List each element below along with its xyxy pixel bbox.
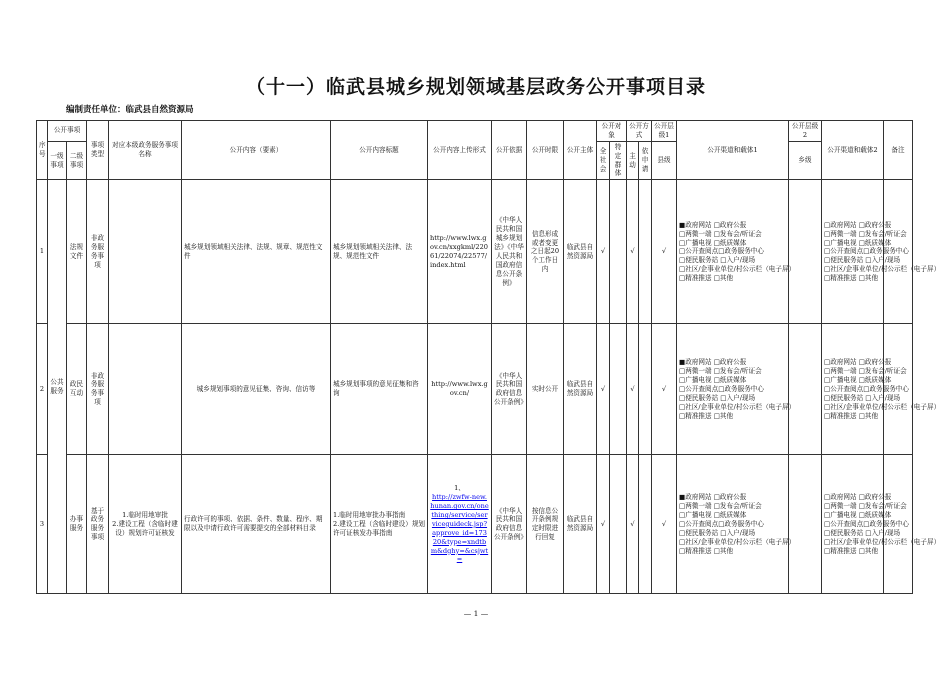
cell-channel2: □政府网站 □政府公报 □两微一端 □发布会/听证会 □广播电视 □纸质媒体 □公开查阅点□政务服务中心 □便民服务站 □入户/现场 □社区/企事业单位/村公示栏（电子屏） □精准推送 □其他 [822, 455, 884, 594]
col-seq: 序号 [37, 121, 48, 180]
col-lvl1: 一级事项 [48, 141, 67, 180]
cell-active: √ [627, 324, 639, 455]
col-object: 公开对象 [597, 121, 627, 142]
cell-channel2: □政府网站 □政府公报 □两微一端 □发布会/听证会 □广播电视 □纸质媒体 □公开查阅点□政务服务中心 □便民服务站 □入户/现场 □社区/企事业单位/村公示栏（电子屏） □精准推送 □其他 [822, 180, 884, 324]
cell-type: 非政务服务事项 [87, 324, 109, 455]
cell-channel1: ■政府网站 □政府公报 □两微一端 □发布会/听证会 □广播电视 □纸质媒体 □公开查阅点□政务服务中心 □便民服务站 □入户/现场 □社区/企事业单位/村公示栏（电子屏） □精准推送 □其他 [677, 455, 789, 594]
cell-content-title: 城乡规划领域相关法律、法规、规范性文件 [331, 180, 428, 324]
cell-specific [610, 324, 627, 455]
col-all: 全社会 [597, 141, 610, 180]
page-number: — 1 — [463, 609, 489, 618]
cell-basis: 《中华人民共和国政府信息公开条例》 [492, 324, 527, 455]
cell-county: √ [652, 324, 677, 455]
col-town: 乡级 [789, 141, 822, 180]
responsible-unit: 编制责任单位：临武县自然资源局 [66, 105, 194, 115]
cell-service [109, 180, 182, 324]
cell-specific [610, 455, 627, 594]
cell-seq: 1 [37, 180, 48, 324]
col-lvl2: 二级事项 [67, 141, 87, 180]
col-remark: 备注 [884, 121, 913, 180]
col-way: 公开方式 [627, 121, 652, 142]
cell-lvl2: 办事服务 [67, 455, 87, 594]
col-item: 公开事项 [48, 121, 87, 142]
cell-time: 实时公开 [527, 324, 564, 455]
page-title: （十一）临武县城乡规划领域基层政务公开事项目录 [245, 76, 706, 98]
cell-channel2: □政府网站 □政府公报 □两微一端 □发布会/听证会 □广播电视 □纸质媒体 □公开查阅点□政务服务中心 □便民服务站 □入户/现场 □社区/企事业单位/村公示栏（电子屏） □精准推送 □其他 [822, 324, 884, 455]
col-content: 公开内容（要素） [182, 121, 331, 180]
cell-basis: 《中华人民共和国政府信息公开条例》 [492, 455, 527, 594]
cell-town [789, 324, 822, 455]
col-channel1: 公开渠道和载体1 [677, 121, 789, 180]
cell-lvl2: 政民互动 [67, 324, 87, 455]
cell-town [789, 455, 822, 594]
col-active: 主动 [627, 141, 639, 180]
disclosure-table [36, 120, 941, 594]
cell-all: √ [597, 180, 610, 324]
col-time: 公开时限 [527, 121, 564, 180]
table-row [37, 455, 913, 594]
col-specific: 特定群体 [610, 141, 627, 180]
col-content-title: 公开内容标题 [331, 121, 428, 180]
cell-group: 公共服务 [48, 180, 67, 594]
cell-content: 行政许可的事项、依据、条件、数量、程序、期限以及申请行政许可需要提交的全部材料目录 [182, 455, 331, 594]
cell-upload: http://www.lwx.gov.cn/ [428, 324, 492, 455]
cell-type: 非政务服务事项 [87, 180, 109, 324]
cell-apply [639, 180, 652, 324]
col-level1: 公开层级1 [652, 121, 677, 142]
col-level2: 公开层级2 [789, 121, 822, 142]
cell-channel1: ■政府网站 □政府公报 □两微一端 □发布会/听证会 □广播电视 □纸质媒体 □公开查阅点□政务服务中心 □便民服务站 □入户/现场 □社区/企事业单位/村公示栏（电子屏） □精准推送 □其他 [677, 324, 789, 455]
upload-number: 1、 [454, 484, 465, 493]
cell-content-title: 1.临时用地审批办事指南 2.建设工程（含临时建设）规划许可证核发办事指南 [331, 455, 428, 594]
table-row [37, 180, 913, 324]
cell-county: √ [652, 180, 677, 324]
cell-lvl2: 法规文件 [67, 180, 87, 324]
cell-service: 1.临时用地审批 2.建设工程（含临时建设）规划许可证核发 [109, 455, 182, 594]
cell-specific [610, 180, 627, 324]
cell-upload [428, 455, 492, 594]
cell-town [789, 180, 822, 324]
cell-subject: 临武县自然资源局 [564, 324, 597, 455]
col-apply: 依申请 [639, 141, 652, 180]
cell-basis: 《中华人民共和国城乡规划法》《中华人民共和国政府信息公开条例》 [492, 180, 527, 324]
cell-seq: 2 [37, 324, 48, 455]
cell-upload: http://www.lwx.gov.cn/xxgkml/22061/22074/22577/index.html [428, 180, 492, 324]
cell-content-title: 城乡规划事项的意见征集和咨询 [331, 324, 428, 455]
cell-all: √ [597, 324, 610, 455]
col-channel2: 公开渠道和载体2 [822, 121, 884, 180]
service-guide-link[interactable]: http://zwfw-new.hunan.gov.cn/onething/service/serviceguideck.jsp?approve_id=17320&type=xndtbm&dghy=&csjwt= [430, 493, 489, 564]
cell-seq: 3 [37, 455, 48, 594]
cell-service [109, 324, 182, 455]
cell-county: √ [652, 455, 677, 594]
col-basis: 公开依据 [492, 121, 527, 180]
cell-active: √ [627, 180, 639, 324]
cell-subject: 临武县自然资源局 [564, 455, 597, 594]
cell-all: √ [597, 455, 610, 594]
col-type: 事项类型 [87, 121, 109, 180]
col-subject: 公开主体 [564, 121, 597, 180]
cell-time: 按信息公开条例规定时限进行回复 [527, 455, 564, 594]
col-county: 县级 [652, 141, 677, 180]
col-service: 对应本级政务服务事项名称 [109, 121, 182, 180]
cell-type: 基于政务服务事项 [87, 455, 109, 594]
cell-apply [639, 324, 652, 455]
cell-apply [639, 455, 652, 594]
cell-active: √ [627, 455, 639, 594]
table-row [37, 324, 913, 455]
cell-time: 信息形成或者变更之日起20个工作日内 [527, 180, 564, 324]
cell-content: 城乡规划领域相关法律、法规、规章、规范性文件 [182, 180, 331, 324]
cell-channel1: ■政府网站 □政府公报 □两微一端 □发布会/听证会 □广播电视 □纸质媒体 □公开查阅点□政务服务中心 □便民服务站 □入户/现场 □社区/企事业单位/村公示栏（电子屏） □精准推送 □其他 [677, 180, 789, 324]
col-upload: 公开内容上传形式 [428, 121, 492, 180]
cell-subject: 临武县自然资源局 [564, 180, 597, 324]
cell-content: 城乡规划事项的意见征集、咨询、信访等 [182, 324, 331, 455]
